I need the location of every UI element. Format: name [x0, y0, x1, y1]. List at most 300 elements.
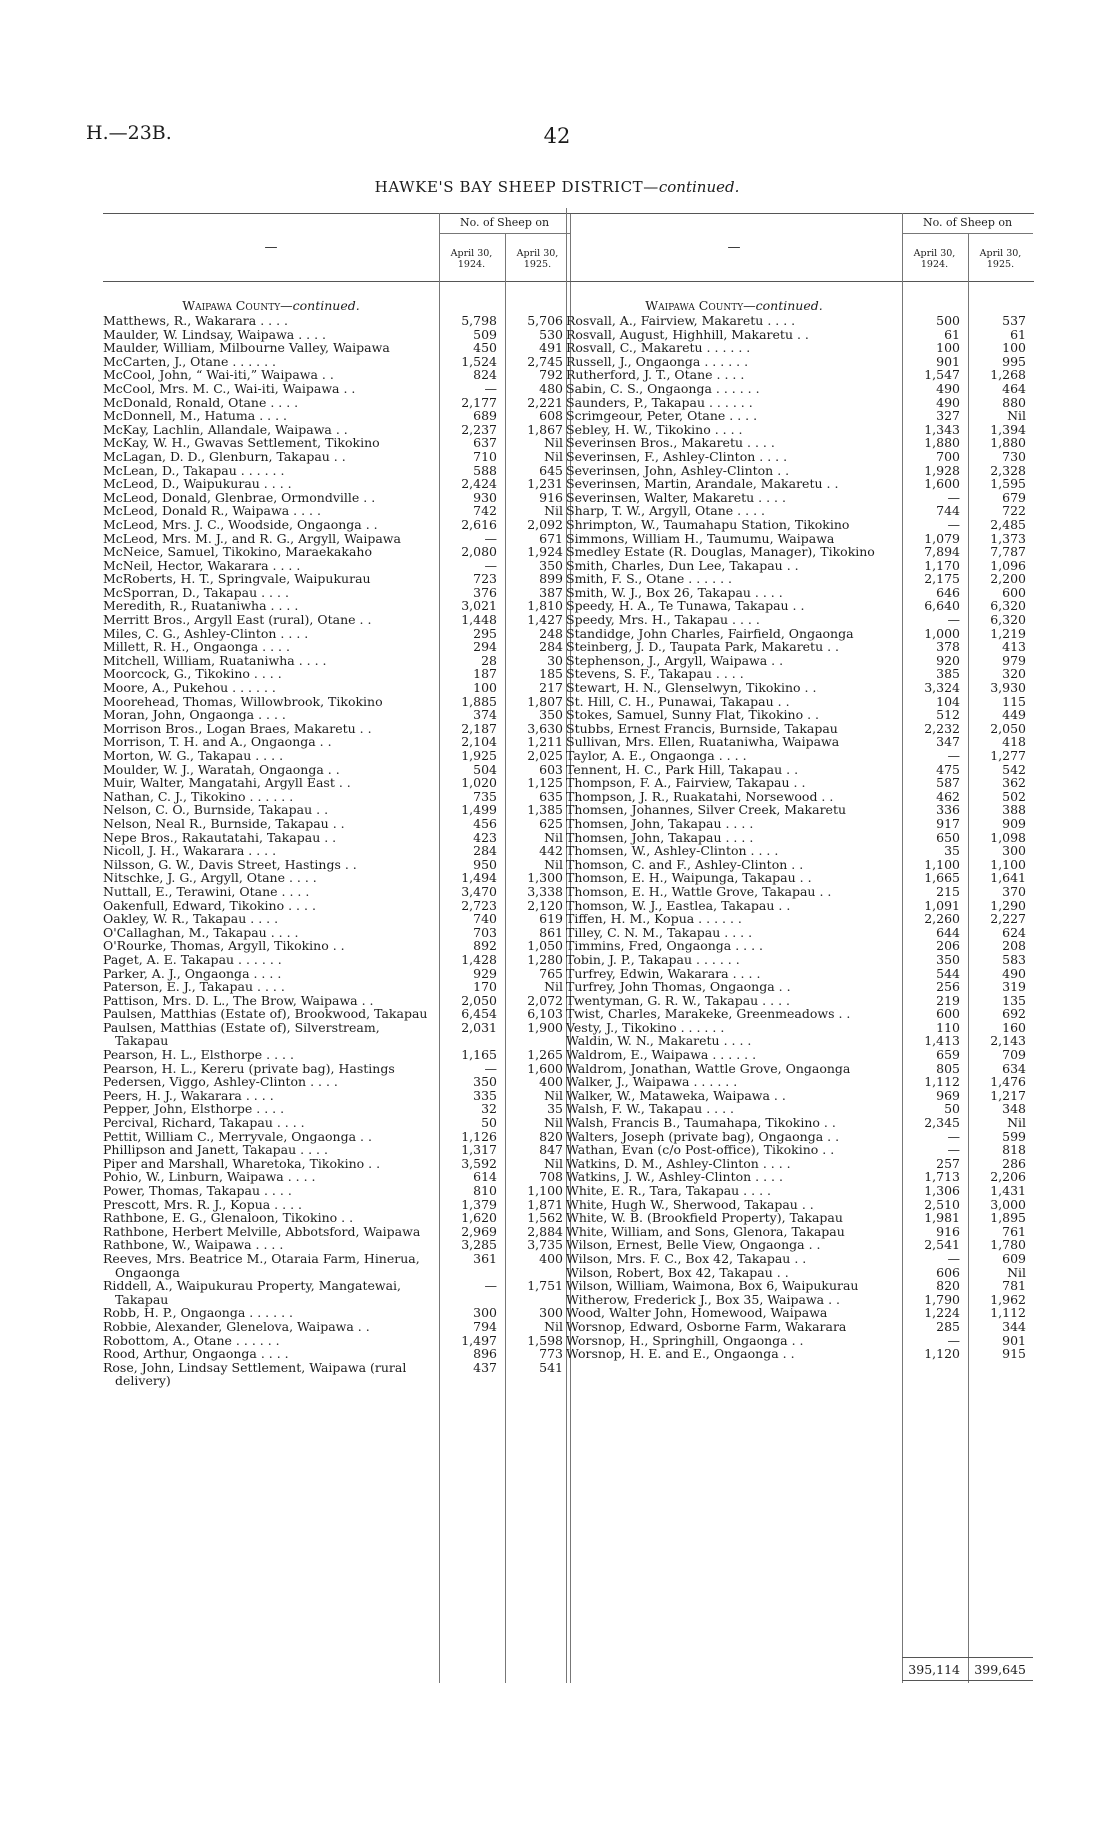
sheep-1925: 491: [539, 340, 563, 356]
sheep-1924: 490: [936, 394, 960, 410]
sheep-1925: 820: [539, 1128, 563, 1144]
table-row: [103, 654, 571, 668]
owner-name: Stevens, S. F., Takapau . . . .: [566, 666, 744, 682]
sheep-1925: 1,900: [527, 1019, 563, 1035]
sheep-1925: 319: [1002, 979, 1026, 995]
sheep-1924: 1,224: [924, 1305, 960, 1321]
sheep-1924: 587: [936, 775, 960, 791]
table-row: [566, 1007, 1034, 1021]
sheep-1924: 544: [936, 965, 960, 981]
sheep-1925: 100: [1002, 340, 1026, 356]
owner-name: Paget, A. E. Takapau . . . . . .: [103, 951, 282, 967]
table-row: [103, 368, 571, 382]
sheep-1924: 456: [473, 815, 497, 831]
owner-name: Pepper, John, Elsthorpe . . . .: [103, 1101, 285, 1117]
owner-name: Thompson, J. R., Ruakatahi, Norsewood . .: [566, 788, 834, 804]
sheep-1925: 679: [1002, 489, 1026, 505]
owner-name: Twist, Charles, Marakeke, Greenmeadows . .: [566, 1006, 851, 1022]
owner-name: Scrimgeour, Peter, Otane . . . .: [566, 408, 758, 424]
right-name-header: —: [727, 240, 741, 255]
table-row: [103, 586, 571, 600]
owner-name: McLeod, Mrs. J. C., Woodside, Ongaonga . .: [103, 516, 378, 532]
sheep-1925: 1,211: [527, 734, 563, 750]
sheep-1924: 929: [473, 965, 497, 981]
owner-name: Maulder, W. Lindsay, Waipawa . . . .: [103, 326, 327, 342]
sheep-1924: 2,050: [461, 992, 497, 1008]
sheep-1925: 387: [539, 584, 563, 600]
sheep-1924: 1,981: [924, 1210, 960, 1226]
sheep-1925: 3,735: [527, 1237, 563, 1253]
table-row: [566, 477, 1034, 491]
owner-name: Sharp, T. W., Argyll, Otane . . . .: [566, 503, 765, 519]
sheep-1924: —: [484, 557, 497, 573]
owner-name: Vesty, J., Tikokino . . . . . .: [566, 1019, 725, 1035]
sheep-1925: 502: [1002, 788, 1026, 804]
sheep-1924: 347: [936, 734, 960, 750]
sheep-1925: 115: [1002, 693, 1026, 709]
owner-name: Merritt Bros., Argyll East (rural), Otane . .: [103, 612, 372, 628]
owner-name: Morton, W. G., Takapau . . . .: [103, 748, 284, 763]
left-table-header: [103, 213, 571, 282]
owner-name: Nelson, C. O., Burnside, Takapau . .: [103, 802, 329, 818]
sheep-1924: 100: [936, 340, 960, 356]
sheep-1924: 606: [936, 1264, 960, 1280]
sheep-1925: 1,431: [990, 1183, 1026, 1198]
sheep-1925: 792: [539, 367, 563, 383]
sheep-1924: 1,600: [924, 476, 960, 492]
sheep-1924: 509: [473, 326, 497, 342]
table-row: [103, 980, 571, 994]
sheep-1924: 361: [473, 1250, 497, 1266]
page-title-continued: continued.: [658, 178, 740, 196]
table-row: [566, 1198, 1034, 1212]
sheep-1925: 979: [1002, 652, 1026, 668]
table-row: [103, 328, 571, 342]
sheep-1925: 542: [1002, 761, 1026, 777]
owner-name: Severinsen, Martin, Arandale, Makaretu . .: [566, 476, 839, 492]
sheep-1924: 35: [944, 843, 960, 859]
owner-name: McLeod, Mrs. M. J., and R. G., Argyll, Waipawa: [103, 530, 401, 546]
left-rows: [103, 314, 571, 1388]
sheep-1925: 2,092: [527, 516, 563, 532]
owner-name: Rose, John, Lindsay Settlement, Waipawa (rural delivery): [103, 1359, 407, 1389]
sheep-1924: —: [947, 1142, 960, 1158]
table-row: [103, 994, 571, 1008]
owner-name: Power, Thomas, Takapau . . . .: [103, 1183, 292, 1198]
sheep-1924: 916: [936, 1223, 960, 1239]
sheep-1924: 3,324: [924, 680, 960, 696]
owner-name: Worsnop, H., Springhill, Ongaonga . .: [566, 1332, 804, 1348]
sheep-1925: 1,394: [990, 421, 1026, 437]
sheep-1924: 7,894: [924, 544, 960, 560]
sheep-1925: 6,320: [990, 598, 1026, 614]
table-row: [103, 1306, 571, 1320]
owner-name: St. Hill, C. H., Punawai, Takapau . .: [566, 693, 790, 709]
table-row: [566, 967, 1034, 981]
owner-name: Severinsen Bros., Makaretu . . . .: [566, 435, 775, 451]
owner-name: Mitchell, William, Ruataniwha . . . .: [103, 652, 327, 668]
table-row: [103, 1225, 571, 1239]
owner-name: Percival, Richard, Takapau . . . .: [103, 1115, 305, 1131]
table-row: [566, 599, 1034, 613]
sheep-1925: 915: [1002, 1346, 1026, 1362]
owner-name: Nuttall, E., Terawini, Otane . . . .: [103, 883, 310, 899]
owner-name: Pearson, H. L., Kereru (private bag), Hastings: [103, 1060, 395, 1076]
owner-name: Saunders, P., Takapau . . . . . .: [566, 394, 753, 410]
sheep-1924: 2,260: [924, 911, 960, 927]
owner-name: Stewart, H. N., Glenselwyn, Tikokino . .: [566, 680, 817, 696]
sheep-1924: 327: [936, 408, 960, 424]
sheep-1925: 1,265: [527, 1047, 563, 1063]
sheep-1924: 32: [481, 1101, 497, 1117]
sheep-1925: 388: [1002, 802, 1026, 818]
table-row: [103, 518, 571, 532]
table-row: [103, 559, 571, 573]
sheep-1925: 35: [547, 1101, 563, 1117]
owner-name: McLean, D., Takapau . . . . . .: [103, 462, 285, 478]
sheep-1924: 1,100: [924, 856, 960, 872]
left-county-continued: continued.: [292, 298, 360, 313]
table-row: [103, 1361, 571, 1388]
table-row: [103, 1238, 571, 1252]
owner-name: O'Rourke, Thomas, Argyll, Tikokino . .: [103, 938, 345, 954]
sheep-1924: 614: [473, 1169, 497, 1185]
table-row: [103, 382, 571, 396]
sheep-1924: 256: [936, 979, 960, 995]
table-row: [566, 328, 1034, 342]
owner-name: Paulsen, Matthias (Estate of), Silverstream, Takapau: [103, 1019, 380, 1049]
sheep-1924: —: [947, 748, 960, 763]
table-row: [566, 396, 1034, 410]
sheep-1924: 3,592: [461, 1155, 497, 1171]
table-row: [103, 912, 571, 926]
sheep-1925: 1,641: [990, 870, 1026, 886]
table-row: [103, 314, 571, 328]
sheep-1924: 28: [481, 652, 497, 668]
sheep-1924: 50: [481, 1115, 497, 1131]
owner-name: Sabin, C. S., Ongaonga . . . . . .: [566, 380, 760, 396]
sheep-1925: 530: [539, 326, 563, 342]
owner-name: McNeil, Hector, Wakarara . . . .: [103, 557, 301, 573]
sheep-1925: 847: [539, 1142, 563, 1158]
sheep-1924: 650: [936, 829, 960, 845]
sheep-1924: 703: [473, 924, 497, 940]
sheep-1924: 3,021: [461, 598, 497, 614]
owner-name: Miles, C. G., Ashley-Clinton . . . .: [103, 625, 309, 641]
owner-name: Nitschke, J. G., Argyll, Otane . . . .: [103, 870, 317, 886]
owner-name: Prescott, Mrs. R. J., Kopua . . . .: [103, 1196, 302, 1212]
owner-name: McCool, Mrs. M. C., Wai-iti, Waipawa . .: [103, 380, 356, 396]
table-row: [566, 436, 1034, 450]
sheep-1924: 1,925: [461, 748, 497, 763]
sheep-1924: 1,620: [461, 1210, 497, 1226]
owner-name: Simmons, William H., Taumumu, Waipawa: [566, 530, 835, 546]
grand-total: [902, 1657, 1033, 1681]
owner-name: Meredith, R., Ruataniwha . . . .: [103, 598, 299, 614]
right-table-header: [566, 213, 1034, 282]
left-sheep-header: No. of Sheep on: [439, 216, 570, 234]
sheep-1925: 1,300: [527, 870, 563, 886]
sheep-1924: 215: [936, 883, 960, 899]
table-row: [566, 681, 1034, 695]
owner-name: Sullivan, Mrs. Ellen, Ruataniwha, Waipawa: [566, 734, 840, 750]
sheep-1924: 969: [936, 1087, 960, 1103]
table-row: [566, 545, 1034, 559]
sheep-1925: 418: [1002, 734, 1026, 750]
owner-name: Thomsen, W., Ashley-Clinton . . . .: [566, 843, 779, 859]
table-row: [566, 1157, 1034, 1171]
owner-name: Waldin, W. N., Makaretu . . . .: [566, 1033, 752, 1049]
sheep-1925: 300: [539, 1305, 563, 1321]
sheep-1924: —: [484, 1278, 497, 1294]
sheep-1925: 5,706: [527, 313, 563, 328]
owner-name: White, Hugh W., Sherwood, Takapau . .: [566, 1196, 814, 1212]
table-row: [103, 695, 571, 709]
sheep-1925: 6,320: [990, 612, 1026, 628]
sheep-1925: 400: [539, 1250, 563, 1266]
sheep-1924: 512: [936, 707, 960, 723]
table-row: [566, 1021, 1034, 1035]
sheep-1925: 208: [1002, 938, 1026, 954]
table-row: [103, 627, 571, 641]
table-row: [566, 1279, 1034, 1293]
sheep-1924: 2,345: [924, 1115, 960, 1131]
owner-name: McSporran, D., Takapau . . . .: [103, 584, 289, 600]
table-row: [103, 599, 571, 613]
sheep-1925: 2,072: [527, 992, 563, 1008]
sheep-1924: 1,790: [924, 1291, 960, 1307]
sheep-1925: 671: [539, 530, 563, 546]
sheep-1924: 170: [473, 979, 497, 995]
sheep-1924: 892: [473, 938, 497, 954]
owner-name: McNeice, Samuel, Tikokino, Maraekakaho: [103, 544, 372, 560]
sheep-1925: Nil: [544, 1115, 563, 1131]
table-row: [566, 1075, 1034, 1089]
sheep-1924: 1,524: [461, 353, 497, 369]
owner-name: Shrimpton, W., Taumahapu Station, Tikokino: [566, 516, 850, 532]
owner-name: McLeod, Donald, Glenbrae, Ormondville . .: [103, 489, 376, 505]
sheep-1925: 1,924: [527, 544, 563, 560]
owner-name: McCarten, J., Otane . . . . . .: [103, 353, 277, 369]
table-row: [103, 1320, 571, 1334]
sheep-1925: 916: [539, 489, 563, 505]
owner-name: Paterson, E. J., Takapau . . . .: [103, 979, 285, 995]
total-1924: 395,114: [908, 1662, 960, 1677]
sheep-1925: 1,476: [990, 1074, 1026, 1090]
sheep-1925: 480: [539, 380, 563, 396]
table-row: [566, 1211, 1034, 1225]
owner-name: Watkins, D. M., Ashley-Clinton . . . .: [566, 1155, 791, 1171]
owner-name: Smedley Estate (R. Douglas, Manager), Tikokino: [566, 544, 875, 560]
sheep-1924: 901: [936, 353, 960, 369]
sheep-1924: 637: [473, 435, 497, 451]
left-name-header: —: [264, 240, 278, 255]
sheep-1924: 2,232: [924, 720, 960, 736]
sheep-1925: 781: [1002, 1278, 1026, 1294]
sheep-1925: 1,231: [527, 476, 563, 492]
owner-name: Thomson, E. H., Waipunga, Takapau . .: [566, 870, 812, 886]
table-row: [566, 735, 1034, 749]
owner-name: Speedy, H. A., Te Tunawa, Takapau . .: [566, 598, 805, 614]
sheep-1925: 7,787: [990, 544, 1026, 560]
owner-name: Walker, W., Mataweka, Waipawa . .: [566, 1087, 786, 1103]
table-row: [566, 912, 1034, 926]
sheep-1925: 490: [1002, 965, 1026, 981]
table-row: [566, 1170, 1034, 1184]
table-row: [103, 1157, 571, 1171]
owner-name: Riddell, A., Waipukurau Property, Mangatewai, Takapau: [103, 1278, 401, 1307]
owner-name: Speedy, Mrs. H., Takapau . . . .: [566, 612, 760, 628]
owner-name: Rood, Arthur, Ongaonga . . . .: [103, 1346, 289, 1362]
sheep-1924: 710: [473, 448, 497, 464]
sheep-1924: 350: [936, 951, 960, 967]
sheep-1924: 257: [936, 1155, 960, 1171]
owner-name: Waldrom, Jonathan, Wattle Grove, Ongaonga: [566, 1060, 851, 1076]
sheep-1925: 3,000: [990, 1196, 1026, 1212]
sheep-1925: 2,227: [990, 911, 1026, 927]
table-row: [103, 450, 571, 464]
sheep-1924: 810: [473, 1183, 497, 1198]
owner-name: Pettit, William C., Merryvale, Ongaonga . .: [103, 1128, 372, 1144]
sheep-1925: 61: [1010, 326, 1026, 342]
sheep-1924: 294: [473, 639, 497, 655]
sheep-1924: —: [947, 1128, 960, 1144]
owner-name: McLagan, D. D., Glenburn, Takapau . .: [103, 448, 346, 464]
table-row: [103, 817, 571, 831]
sheep-1925: Nil: [1007, 1115, 1026, 1131]
owner-name: Muir, Walter, Mangatahi, Argyll East . .: [103, 775, 351, 791]
sheep-1924: 1,306: [924, 1183, 960, 1198]
table-row: [566, 464, 1034, 478]
sheep-1924: 723: [473, 571, 497, 587]
table-row: [103, 749, 571, 763]
sheep-1925: 730: [1002, 448, 1026, 464]
table-row: [103, 477, 571, 491]
table-row: [103, 681, 571, 695]
table-row: [566, 640, 1034, 654]
sheep-1925: 464: [1002, 380, 1026, 396]
table-row: [103, 341, 571, 355]
sheep-1924: —: [484, 1060, 497, 1076]
sheep-1924: 1,497: [461, 1332, 497, 1348]
sheep-1925: 1,385: [527, 802, 563, 818]
sheep-1925: 609: [1002, 1250, 1026, 1266]
sheep-1924: —: [947, 1250, 960, 1266]
table-row: [566, 1062, 1034, 1076]
owner-name: Smith, F. S., Otane . . . . . .: [566, 571, 732, 587]
table-row: [566, 1293, 1034, 1307]
sheep-1925: 185: [539, 666, 563, 682]
sheep-1925: 370: [1002, 883, 1026, 899]
owner-name: Piper and Marshall, Wharetoka, Tikokino . .: [103, 1155, 381, 1171]
owner-name: McRoberts, H. T., Springvale, Waipukurau: [103, 571, 371, 587]
owner-name: Rathbone, Herbert Melville, Abbotsford, Waipawa: [103, 1223, 421, 1239]
table-row: [566, 1252, 1034, 1266]
sheep-1924: 284: [473, 843, 497, 859]
sheep-1925: 2,050: [990, 720, 1026, 736]
sheep-1924: 1,126: [461, 1128, 497, 1144]
sheep-1924: 500: [936, 313, 960, 328]
owner-name: Severinsen, John, Ashley-Clinton . .: [566, 462, 790, 478]
owner-name: Wood, Walter John, Homewood, Waipawa: [566, 1305, 828, 1321]
sheep-1924: 1,091: [924, 897, 960, 913]
sheep-1924: 2,616: [461, 516, 497, 532]
owner-name: White, William, and Sons, Glenora, Takapau: [566, 1223, 845, 1239]
table-row: [566, 314, 1034, 328]
sheep-1925: 600: [1002, 584, 1026, 600]
sheep-1925: 537: [1002, 313, 1026, 328]
sheep-1924: 820: [936, 1278, 960, 1294]
owner-name: Nelson, Neal R., Burnside, Takapau . .: [103, 815, 345, 831]
table-row: [103, 967, 571, 981]
sheep-1924: 2,723: [461, 897, 497, 913]
sheep-1924: 930: [473, 489, 497, 505]
table-row: [566, 368, 1034, 382]
owner-name: Oakenfull, Edward, Tikokino . . . .: [103, 897, 316, 913]
sheep-1925: 1,780: [990, 1237, 1026, 1253]
table-row: [103, 735, 571, 749]
sheep-1925: 765: [539, 965, 563, 981]
owner-name: Stubbs, Ernest Francis, Burnside, Takapau: [566, 720, 838, 736]
owner-name: Nilsson, G. W., Davis Street, Hastings . .: [103, 856, 357, 872]
sheep-1924: 2,237: [461, 421, 497, 437]
owner-name: Timmins, Fred, Ongaonga . . . .: [566, 938, 764, 954]
table-row: [566, 1238, 1034, 1252]
sheep-1924: 740: [473, 911, 497, 927]
owner-name: Wilson, William, Waimona, Box 6, Waipukurau: [566, 1278, 859, 1294]
sheep-1924: 300: [473, 1305, 497, 1321]
table-row: [103, 763, 571, 777]
sheep-1925: 2,221: [527, 394, 563, 410]
sheep-1924: 6,454: [461, 1006, 497, 1022]
table-row: [103, 423, 571, 437]
right-county-heading: [566, 298, 902, 313]
right-col-1924-header: April 30, 1924.: [913, 248, 956, 270]
owner-name: Pedersen, Viggo, Ashley-Clinton . . . .: [103, 1074, 338, 1090]
table-row: [103, 1143, 571, 1157]
owner-name: Worsnop, Edward, Osborne Farm, Wakarara: [566, 1318, 847, 1334]
sheep-1924: 1,428: [461, 951, 497, 967]
table-row: [103, 858, 571, 872]
table-row: [566, 518, 1034, 532]
sheep-1924: 110: [936, 1019, 960, 1035]
table-row: [103, 871, 571, 885]
sheep-1925: Nil: [544, 503, 563, 519]
table-row: [566, 953, 1034, 967]
sheep-1925: 362: [1002, 775, 1026, 791]
owner-name: Tennent, H. C., Park Hill, Takapau . .: [566, 761, 799, 777]
sheep-1925: 2,745: [527, 353, 563, 369]
owner-name: Nathan, C. J., Tikokino . . . . . .: [103, 788, 294, 804]
table-row: [103, 803, 571, 817]
sheep-1925: 1,373: [990, 530, 1026, 546]
sheep-1924: 378: [936, 639, 960, 655]
table-row: [103, 1130, 571, 1144]
sheep-1924: 2,104: [461, 734, 497, 750]
owner-name: Tilley, C. N. M., Takapau . . . .: [566, 924, 753, 940]
sheep-1924: 1,170: [924, 557, 960, 573]
sheep-1925: 300: [1002, 843, 1026, 859]
table-row: [103, 1007, 571, 1021]
owner-name: Thomsen, John, Takapau . . . .: [566, 829, 754, 845]
table-row: [566, 450, 1034, 464]
sheep-1924: 920: [936, 652, 960, 668]
table-row: [103, 491, 571, 505]
table-row: [103, 1279, 571, 1306]
owner-name: McLeod, D., Waipukurau . . . .: [103, 476, 292, 492]
table-row: [566, 1266, 1034, 1280]
sheep-1925: 1,277: [990, 748, 1026, 763]
